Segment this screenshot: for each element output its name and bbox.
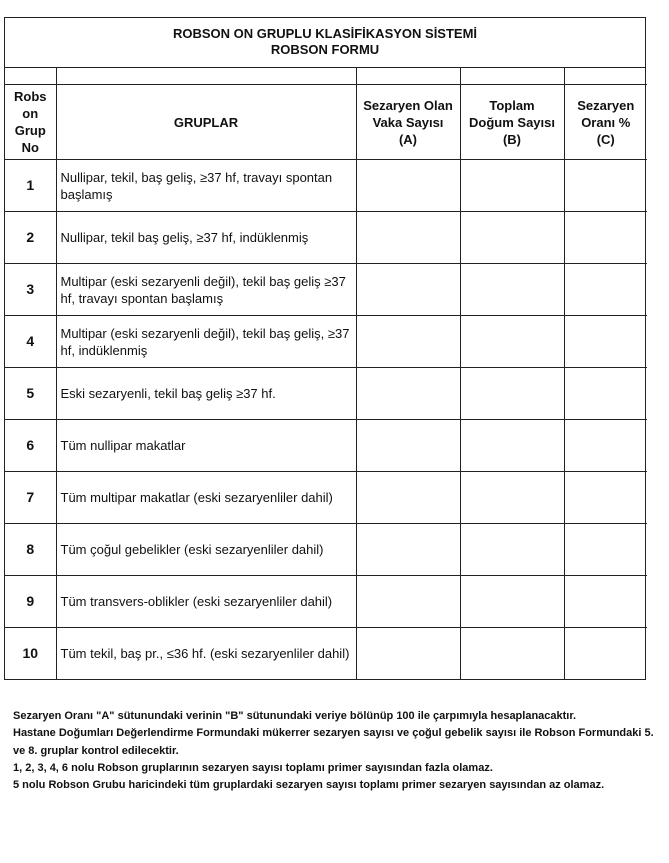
cell-c-input[interactable]: [564, 524, 647, 576]
cell-a-input[interactable]: [356, 420, 460, 472]
cell-b-input[interactable]: [460, 160, 564, 212]
group-description: Tüm multipar makatlar (eski sezaryenliler dahil): [56, 472, 356, 524]
cell-a-input[interactable]: [356, 576, 460, 628]
cell-c-input[interactable]: [564, 316, 647, 368]
cell-a-input[interactable]: [356, 524, 460, 576]
cell-a-input[interactable]: [356, 316, 460, 368]
cell-c-input[interactable]: [564, 212, 647, 264]
robson-table: [5, 68, 647, 679]
group-description: Eski sezaryenli, tekil baş geliş ≥37 hf.: [56, 368, 356, 420]
table-row: [5, 368, 647, 420]
group-description: Tüm tekil, baş pr., ≤36 hf. (eski sezaryenliler dahil): [56, 628, 356, 680]
cell-c-input[interactable]: [564, 264, 647, 316]
cell-a-input[interactable]: [356, 212, 460, 264]
cell-c-input[interactable]: [564, 160, 647, 212]
note-line: 5 nolu Robson Grubu haricindeki tüm gruplardaki sezaryen sayısı toplamı primer sezaryen sayısından az olamaz.: [13, 779, 605, 792]
cell-c-input[interactable]: [564, 576, 647, 628]
cell-b-input[interactable]: [460, 472, 564, 524]
group-number: 8: [5, 524, 56, 576]
group-description: Nullipar, tekil baş geliş, ≥37 hf, indüklenmiş: [56, 212, 356, 264]
cell-b-input[interactable]: [460, 576, 564, 628]
group-description: Tüm çoğul gebelikler (eski sezaryenliler dahil): [56, 524, 356, 576]
note-line: Sezaryen Oranı "A" sütunundaki verinin "B" sütunundaki veriye bölünüp 100 ile çarpımıyla hesaplanacaktır.: [13, 710, 577, 722]
cell-c-input[interactable]: [564, 472, 647, 524]
cell-a-input[interactable]: [356, 472, 460, 524]
table-row: [5, 628, 647, 680]
cell-b-input[interactable]: [460, 628, 564, 680]
form-title: [5, 18, 645, 68]
group-description: Nullipar, tekil, baş geliş, ≥37 hf, travayı spontan başlamış: [56, 160, 356, 212]
header-groups: GRUPLAR: [56, 85, 356, 160]
note-line: 1, 2, 3, 4, 6 nolu Robson gruplarının sezaryen sayısı toplamı primer sayısından fazla olamaz.: [13, 761, 493, 774]
header-col-c: Sezaryen Oranı % (C): [564, 85, 647, 160]
group-number: 9: [5, 576, 56, 628]
table-row: [5, 472, 647, 524]
header-row: [5, 85, 647, 160]
table-row: [5, 212, 647, 264]
table-row: [5, 420, 647, 472]
cell-a-input[interactable]: [356, 160, 460, 212]
group-number: 3: [5, 264, 56, 316]
group-number: 6: [5, 420, 56, 472]
header-col-a: Sezaryen Olan Vaka Sayısı (A): [356, 85, 460, 160]
table-row: [5, 316, 647, 368]
group-description: Multipar (eski sezaryenli değil), tekil baş geliş, ≥37 hf, indüklenmiş: [56, 316, 356, 368]
group-number: 1: [5, 160, 56, 212]
cell-c-input[interactable]: [564, 628, 647, 680]
group-number: 4: [5, 316, 56, 368]
table-row: [5, 160, 647, 212]
group-number: 10: [5, 628, 56, 680]
header-col-b: Toplam Doğum Sayısı (B): [460, 85, 564, 160]
cell-c-input[interactable]: [564, 420, 647, 472]
cell-b-input[interactable]: [460, 264, 564, 316]
robson-form: [4, 17, 646, 680]
table-row: [5, 524, 647, 576]
group-description: Multipar (eski sezaryenli değil), tekil baş geliş ≥37 hf, travayı spontan başlamış: [56, 264, 356, 316]
cell-b-input[interactable]: [460, 420, 564, 472]
table-row: [5, 576, 647, 628]
title-line-1: ROBSON ON GRUPLU KLASİFİKASYON SİSTEMİ: [172, 26, 478, 41]
group-number: 5: [5, 368, 56, 420]
cell-a-input[interactable]: [356, 368, 460, 420]
note-line: Hastane Doğumları Değerlendirme Formundaki mükerrer sezaryen sayısı ve çoğul gebelik sayısı ile Robson Formundaki 5. ve 8. gruplar kontrol edilecektir.: [13, 727, 654, 757]
cell-a-input[interactable]: [356, 264, 460, 316]
group-description: Tüm nullipar makatlar: [56, 420, 356, 472]
cell-b-input[interactable]: [460, 368, 564, 420]
spacer-row: [5, 68, 647, 85]
cell-c-input[interactable]: [564, 368, 647, 420]
form-notes: [13, 708, 663, 794]
cell-b-input[interactable]: [460, 316, 564, 368]
group-description: Tüm transvers-oblikler (eski sezaryenliler dahil): [56, 576, 356, 628]
header-group-no: Robs on Grup No: [5, 85, 56, 160]
cell-b-input[interactable]: [460, 212, 564, 264]
cell-a-input[interactable]: [356, 628, 460, 680]
table-row: [5, 264, 647, 316]
cell-b-input[interactable]: [460, 524, 564, 576]
group-number: 7: [5, 472, 56, 524]
group-number: 2: [5, 212, 56, 264]
title-line-2: ROBSON FORMU: [270, 42, 380, 57]
